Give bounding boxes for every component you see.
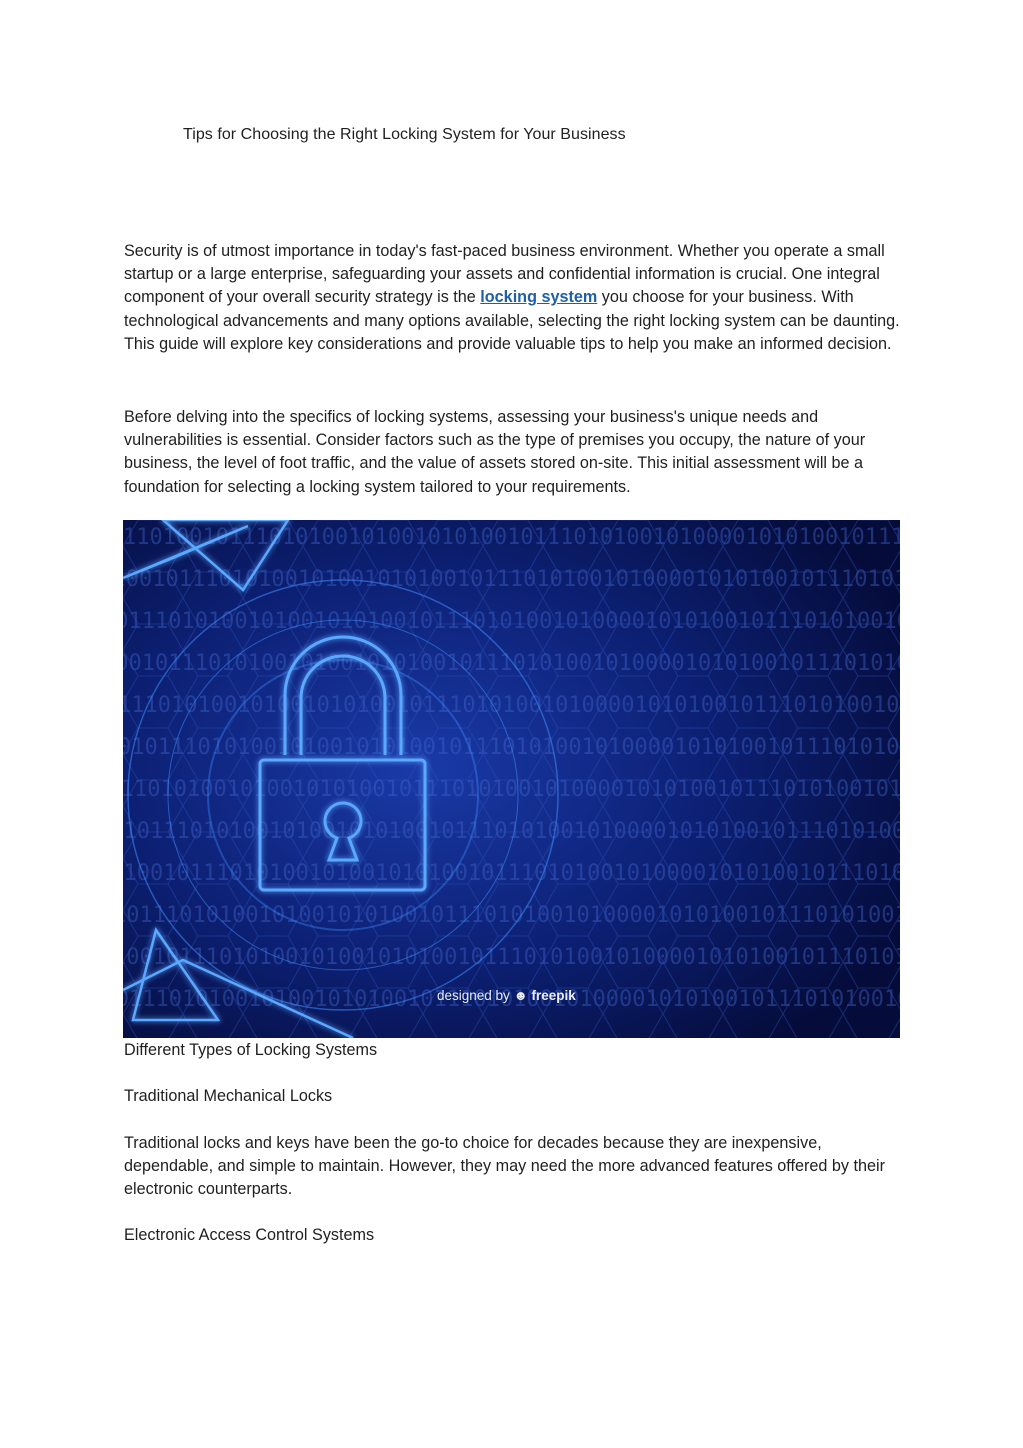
mechanical-paragraph: Traditional locks and keys have been the go-to choice for decades because they are inexpensive, dependable, and simple to maintain. However, they may need the more advanced features offered by their electronic counterparts.	[124, 1134, 885, 1199]
intro-text-after-link: you choose for your business. With technological advancements and many options available, selecting the right locking system can be daunting. This guide will explore key considerations and provide valuable tips to help you make an informed decision.	[124, 288, 900, 353]
subheading-electronic: Electronic Access Control Systems	[124, 1226, 375, 1244]
credit-brand: freepik	[531, 988, 576, 1003]
image-credit	[437, 988, 576, 1003]
document-title: Tips for Choosing the Right Locking System for Your Business	[183, 126, 626, 143]
credit-prefix: designed by	[437, 988, 510, 1003]
section-heading: Different Types of Locking Systems	[124, 1041, 378, 1059]
intro-paragraph	[124, 240, 914, 356]
subheading-mechanical: Traditional Mechanical Locks	[124, 1087, 333, 1105]
freepik-logo: ☻ freepik	[513, 988, 576, 1003]
padlock-illustration	[123, 520, 900, 1038]
padlock-illustration-graphic	[123, 520, 900, 1038]
locking-system-link[interactable]: locking system	[480, 288, 598, 307]
assessment-paragraph: Before delving into the specifics of locking systems, assessing your business's unique needs and vulnerabilities is essential. Consider factors such as the type of premises you occupy, the nature of your business, the level of foot traffic, and the value of assets stored on-site. This initial assessment will be a foundation for selecting a locking system tailored to your requirements.	[124, 408, 866, 496]
intro-text-before-link: Security is of utmost importance in today's fast-paced business environment. Whether you operate a small startup or a large enterprise, safeguarding your assets and confidential information is crucial. One integral component of your overall security strategy is the	[124, 242, 885, 307]
